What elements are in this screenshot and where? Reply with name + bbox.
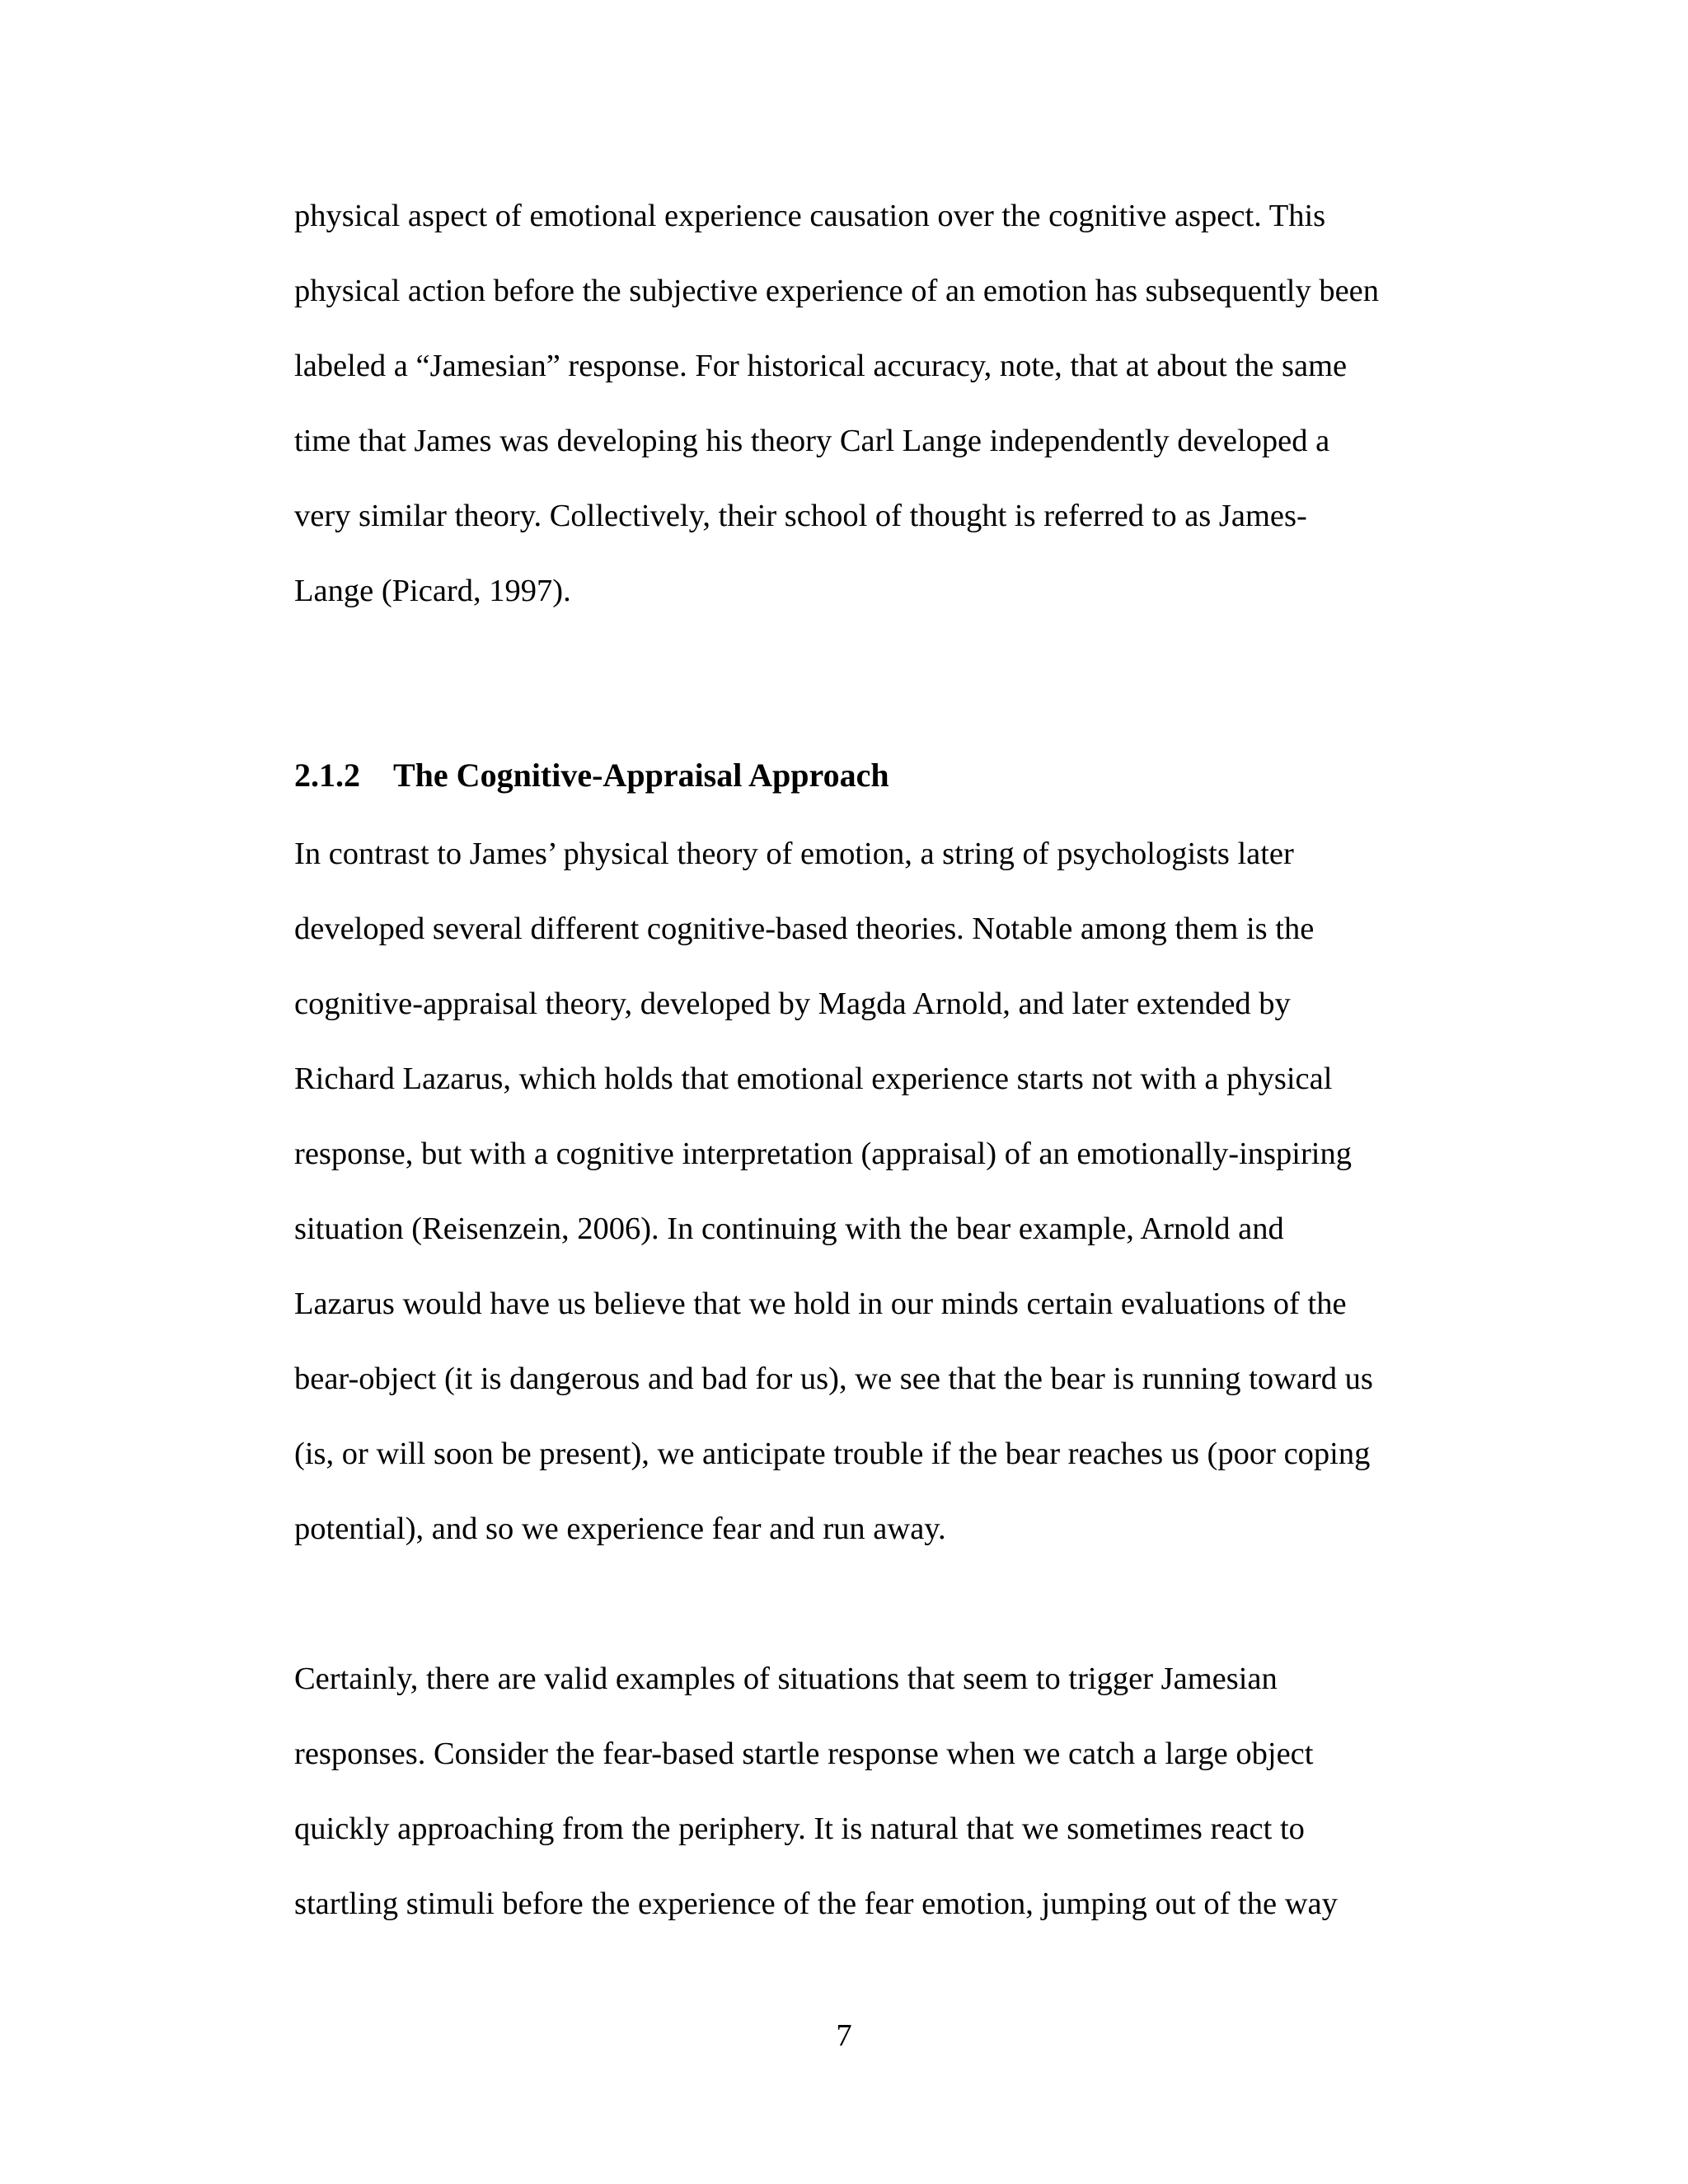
text-line: situation (Reisenzein, 2006). In continuing with the bear example, Arnold and: [294, 1212, 1284, 1246]
text-line: startling stimuli before the experience of the fear emotion, jumping out of the way: [294, 1886, 1338, 1921]
section-number: 2.1.2: [294, 757, 360, 794]
text-line: physical action before the subjective experience of an emotion has subsequently been: [294, 274, 1380, 308]
text-line: Lange (Picard, 1997).: [294, 574, 571, 608]
section-heading: [294, 756, 889, 795]
text-line: Richard Lazarus, which holds that emotional experience starts not with a physical: [294, 1062, 1333, 1096]
text-line: potential), and so we experience fear and run away.: [294, 1511, 946, 1546]
page-number: 7: [836, 2018, 852, 2053]
text-line: (is, or will soon be present), we anticipate trouble if the bear reaches us (poor coping: [294, 1436, 1371, 1471]
text-line: quickly approaching from the periphery. It is natural that we sometimes react to: [294, 1811, 1305, 1846]
text-line: very similar theory. Collectively, their school of thought is referred to as James-: [294, 499, 1307, 533]
text-line: cognitive-appraisal theory, developed by Magda Arnold, and later extended by: [294, 987, 1291, 1021]
text-line: responses. Consider the fear-based startle response when we catch a large object: [294, 1736, 1314, 1771]
text-line: response, but with a cognitive interpretation (appraisal) of an emotionally-inspiring: [294, 1137, 1352, 1171]
text-line: Lazarus would have us believe that we hold in our minds certain evaluations of the: [294, 1286, 1347, 1321]
text-line: developed several different cognitive-based theories. Notable among them is the: [294, 912, 1315, 946]
text-line: time that James was developing his theory Carl Lange independently developed a: [294, 424, 1330, 458]
text-line: bear-object (it is dangerous and bad for us), we see that the bear is running toward us: [294, 1361, 1373, 1396]
text-line: Certainly, there are valid examples of situations that seem to trigger Jamesian: [294, 1661, 1278, 1696]
text-line: physical aspect of emotional experience causation over the cognitive aspect. This: [294, 199, 1326, 233]
text-line: In contrast to James’ physical theory of emotion, a string of psychologists later: [294, 837, 1294, 871]
text-line: labeled a “Jamesian” response. For historical accuracy, note, that at about the same: [294, 349, 1348, 383]
section-title: The Cognitive-Appraisal Approach: [393, 757, 889, 794]
